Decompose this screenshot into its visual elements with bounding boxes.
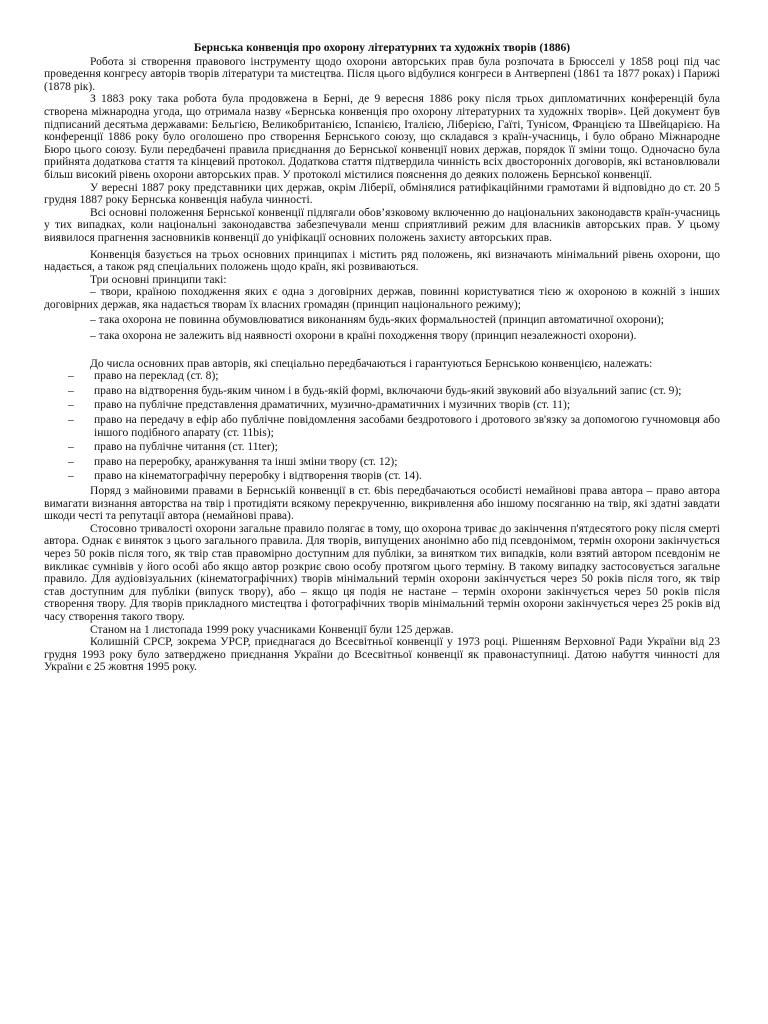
list-item-text: право на передачу в ефір або публічне повідомлення засобами бездротового і дротового зв'язку за допомогою гучномовця або іншого подібного апарату (ст. 11bis); xyxy=(94,414,720,439)
list-item-text: право на публічне читання (ст. 11ter); xyxy=(94,441,278,454)
list-item-text: право на відтворення будь-яким чином і в будь-якій формі, включаючи будь-який звуковий або візуальний запис (ст. 9); xyxy=(94,384,682,397)
paragraph-history-brussels: Робота зі створення правового інструменту щодо охорони авторських прав була розпочата в Брюсселі у 1858 році під час проведення конгресу авторів творів літератури та мистецтва. Після цього відбулися конгреси в Антверпені (1861 та 1877 роках) і Парижі (1878 рік). xyxy=(44,55,720,93)
paragraph-moral-rights: Поряд з майновими правами в Бернській конвенції в ст. 6bis передбачаються особисті немайнові права автора – право автора вимагати визнання авторства на твір і протидіяти всякому перекрученню, викривлення або іншому посяганню на твір, які здатні завдати шкоди честі та репутації автора (немайнові права). xyxy=(44,485,720,523)
list-item xyxy=(44,385,720,398)
dash-bullet: – xyxy=(68,441,74,454)
list-item-text: право на кінематографічну переробку і відтворення творів (ст. 14). xyxy=(94,470,422,483)
blank-line xyxy=(44,346,720,358)
list-item: – твори, країною походження яких є одна з договірних держав, повинні користуватися тією ж охороною в кожній з інших договірних держав, яка надається творам їх власних громадян (принцип національного режиму); xyxy=(44,286,720,311)
principles-list xyxy=(44,286,720,342)
list-item: – така охорона не залежить від наявності охорони в країні походження твору (принцип незалежності охорони). xyxy=(90,330,637,343)
list-item: – така охорона не повинна обумовлюватися виконанням будь-яких формальностей (принцип автоматичної охорони); xyxy=(90,314,664,327)
paragraph-ratification-1887: У вересні 1887 року представники цих держав, окрім Ліберії, обмінялися ратифікаційними грамотами й відповідно до ст. 20 5 грудня 1887 року Бернська конвенція набула чинності. xyxy=(44,181,720,207)
list-item-text: право на переклад (ст. 8); xyxy=(94,370,219,383)
paragraph-principles-summary: Конвенція базується на трьох основних принципах і містить ряд положень, які визначають мінімальний рівень охорони, що надається, а також ряд спеціальних положень щодо країн, які розвиваються. xyxy=(44,248,720,274)
paragraph-national-laws: Всі основні положення Бернської конвенції підлягали обов’язковому включенню до національних законодавств країн-учасниць у тих випадках, коли національні законодавства забезпечували менш сприятливий режим для власників авторських прав. У цьому виявилося прагнення засновників конвенції до уніфікації основних положень захисту авторських прав. xyxy=(44,206,720,244)
document-page xyxy=(44,42,720,674)
paragraph-bern-1883: З 1883 року така робота була продовжена в Берні, де 9 вересня 1886 року після трьох дипломатичних конференцій була створена міжнародна угода, що отримала назву «Бернська конвенція про охорону літературних та художніх творів». Цей документ був підписаний десятьма державами: Бельгією, Великобританією, Іспанією, Італією, Ліберією, Гаїті, Тунісом, Францією та Швейцарією. На конференції 1886 року було оголошено про створення Бернського союзу, що складався з країн-учасниць, і було обрано Міжнародне Бюро цього союзу. Були передбачені правила приєднання до Бернської конвенції нових держав, порядок її зміни тощо. Одночасно була прийнята додаткова стаття та кінцевий протокол. Додаткова стаття підтвердила чинність всіх двосторонніх договорів, які встановлювали більш високий рівень охорони авторських прав. У протоколі містилися пояснення до деяких положень Бернської конвенції. xyxy=(44,93,720,181)
document-title: Бернська конвенція про охорону літературних та художніх творів (1886) xyxy=(193,42,571,54)
dash-bullet: – xyxy=(68,470,74,483)
paragraph-members-1999: Станом на 1 листопада 1999 року учасниками Конвенції були 125 держав. xyxy=(90,623,454,636)
dash-bullet: – xyxy=(68,370,74,383)
dash-bullet: – xyxy=(68,455,74,468)
dash-bullet: – xyxy=(68,414,74,427)
dash-bullet: – xyxy=(68,399,74,412)
dash-bullet: – xyxy=(68,384,74,397)
paragraph-ukraine-accession: Колишній СРСР, зокрема УРСР, приєднагася до Всесвітньої конвенції у 1973 році. Рішенням Верховної Ради України від 23 грудня 1993 року було затверджено приєднання України до Всесвітньої конвенції як правонаступниці. Датою набуття чинності для України є 25 жовтня 1995 року. xyxy=(44,636,720,674)
list-item xyxy=(44,441,720,454)
rights-list xyxy=(44,370,720,483)
list-item xyxy=(44,414,720,439)
list-item xyxy=(44,470,720,483)
list-item xyxy=(44,370,720,383)
rights-intro: До числа основних прав авторів, які спеціально передбачаються і гарантуються Бернською конвенцією, належать: xyxy=(90,357,653,370)
principles-intro: Три основні принципи такі: xyxy=(90,273,227,286)
list-item-text: право на переробку, аранжування та інші зміни твору (ст. 12); xyxy=(94,455,398,468)
paragraph-protection-term: Стосовно тривалості охорони загальне правило полягає в тому, що охорона триває до закінчення п'ятдесятого року після смерті автора. Однак є виняток з цього загального правила. Для творів, випущених анонімно або під псевдонімом, термін охорони закінчується через 50 років після того, як твір став правомірно доступним для публіки, за винятком тих випадків, коли взятий автором псевдонім не викликає сумнівів у його особі або якщо автор розкриє свою особу протягом цього терміну. В такому випадку застосовується загальне правило. Для аудіовізуальних (кінематографічних) творів мінімальний термін охорони закінчується через 50 років після того, як твір став доступним для публіки (випуск твору), або – якщо ця подія не настане – термін охорони закінчується через 50 років після створення твору. Для творів прикладного мистецтва і фотографічних творів мінімальний термін охорони закінчується через 25 років від часу створення такого твору. xyxy=(44,522,720,623)
list-item xyxy=(44,456,720,469)
list-item-text: право на публічне представлення драматичних, музично-драматичних і музичних творів (ст. 11); xyxy=(94,399,571,412)
list-item xyxy=(44,399,720,412)
